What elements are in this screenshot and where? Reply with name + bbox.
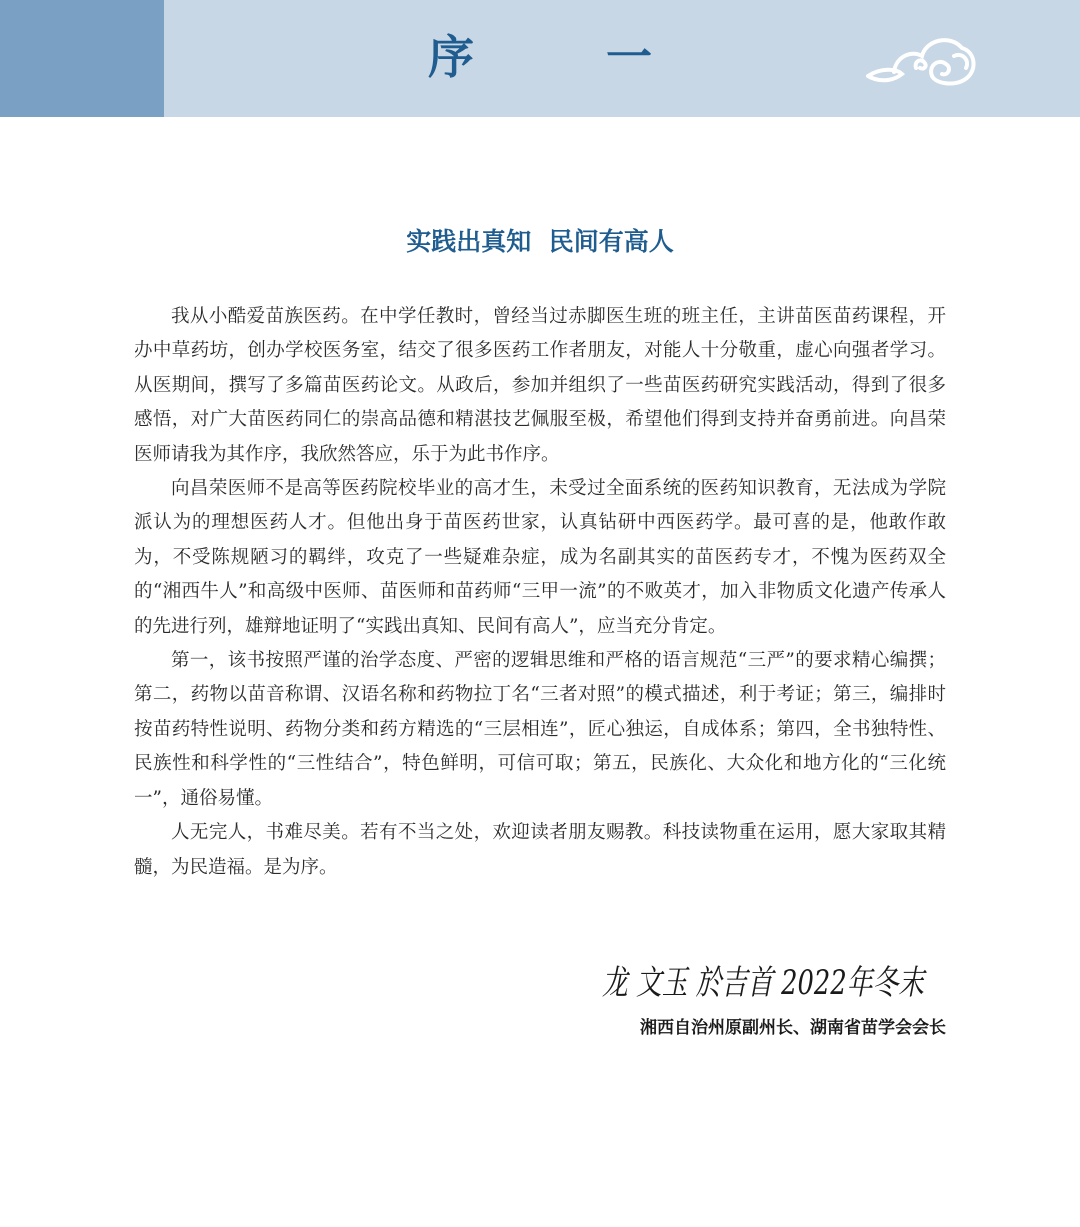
paragraph: 我从小酷爱苗族医药。在中学任教时，曾经当过赤脚医生班的班主任，主讲苗医苗药课程，开办中草药坊，创办学校医务室，结交了很多医药工作者朋友，对能人十分敬重，虚心向强者学习。从医期间，撰写了多篇苗医药论文。从政后，参加并组织了一些苗医药研究实践活动，得到了很多感悟，对广大苗医药同仁的崇高品德和精湛技艺佩服至极，希望他们得到支持并奋勇前进。向昌荣医师请我为其作序，我欣然答应，乐于为此书作序。 <box>134 306 946 465</box>
handwritten-signature <box>596 956 930 1006</box>
paragraph: 向昌荣医师不是高等医药院校毕业的高才生，未受过全面系统的医药知识教育，无法成为学院派认为的理想医药人才。但他出身于苗医药世家，认真钻研中西医药学。最可喜的是，他敢作敢为，不受陈规陋习的羁绊，攻克了一些疑难杂症，成为名副其实的苗医药专才，不愧为医药双全的“湘西牛人”和高级中医师、苗医师和苗药师“三甲一流”的不败英才，加入非物质文化遗产传承人的先进行列，雄辩地证明了“实践出真知、民间有高人”，应当充分肯定。 <box>134 478 946 637</box>
article-body <box>134 300 946 885</box>
cloud-icon <box>858 22 980 94</box>
page-title: 序 一 <box>427 30 710 84</box>
paragraph: 第一，该书按照严谨的治学态度、严密的逻辑思维和严格的语言规范“三严”的要求精心编撰；第二，药物以苗音称谓、汉语名称和药物拉丁名“三者对照”的模式描述，利于考证；第三，编排时按苗药特性说明、药物分类和药方精选的“三层相连”，匠心独运，自成体系；第四，全书独特性、民族性和科学性的“三性结合”，特色鲜明，可信可取；第五，民族化、大众化和地方化的“三化统一”，通俗易懂。 <box>134 650 946 809</box>
svg-text:龙 文玉 於吉首 2022年冬末: 龙 文玉 於吉首 2022年冬末 <box>602 963 928 1003</box>
article-subtitle: 实践出真知 民间有高人 <box>406 227 674 256</box>
paragraph: 人无完人，书难尽美。若有不当之处，欢迎读者朋友赐教。科技读物重在运用，愿大家取其精髓，为民造福。是为序。 <box>134 822 946 878</box>
author-affiliation: 湘西自治州原副州长、湖南省苗学会会长 <box>640 1018 946 1038</box>
